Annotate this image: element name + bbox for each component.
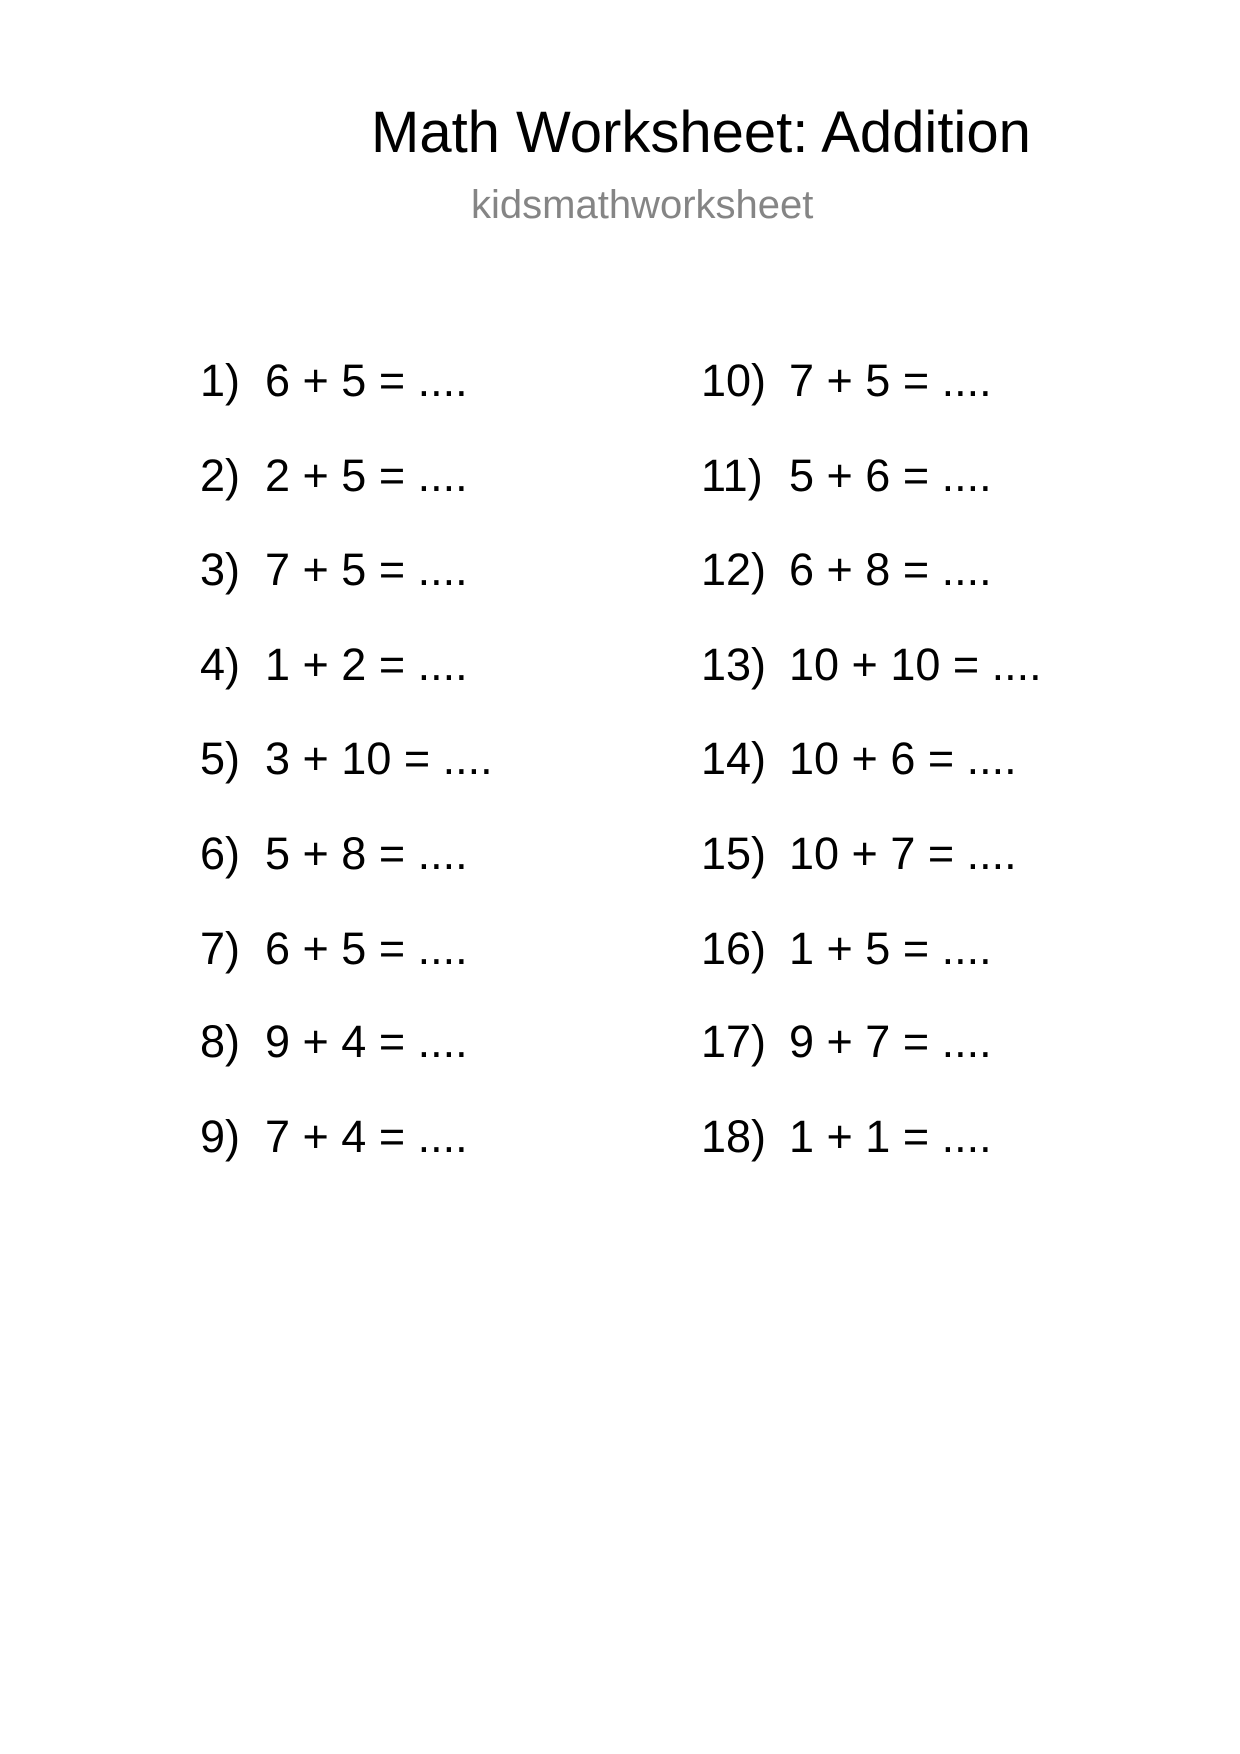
problem-expression: 6 + 5 = .... <box>265 923 468 974</box>
problem-number: 8) <box>200 1016 241 1067</box>
problem-number: 11) <box>701 450 763 501</box>
problem-number: 9) <box>200 1111 241 1162</box>
problem-number: 16) <box>701 923 767 974</box>
problem-number: 2) <box>200 450 241 501</box>
problem-number: 5) <box>200 733 241 784</box>
problem-expression: 1 + 1 = .... <box>789 1111 992 1162</box>
problem-number: 17) <box>701 1016 767 1067</box>
problem-expression: 5 + 6 = .... <box>789 450 992 501</box>
problem-expression: 9 + 7 = .... <box>789 1016 992 1067</box>
problem-expression: 5 + 8 = .... <box>265 828 468 879</box>
problem-number: 1) <box>200 355 241 406</box>
problem-expression: 1 + 5 = .... <box>789 923 992 974</box>
problem-number: 18) <box>701 1111 767 1162</box>
problem-expression: 6 + 5 = .... <box>265 355 468 406</box>
problem-expression: 10 + 7 = .... <box>789 828 1017 879</box>
problem-expression: 7 + 5 = .... <box>789 355 992 406</box>
problem-number: 7) <box>200 923 241 974</box>
problem-number: 4) <box>200 639 241 690</box>
problem-number: 12) <box>701 544 767 595</box>
problem-number: 3) <box>200 544 241 595</box>
problem-expression: 9 + 4 = .... <box>265 1016 468 1067</box>
problem-number: 10) <box>701 355 767 406</box>
problem-expression: 10 + 10 = .... <box>789 639 1042 690</box>
problem-expression: 2 + 5 = .... <box>265 450 468 501</box>
problem-number: 13) <box>701 639 767 690</box>
problem-expression: 1 + 2 = .... <box>265 639 468 690</box>
problem-expression: 6 + 8 = .... <box>789 544 992 595</box>
problem-expression: 7 + 5 = .... <box>265 544 468 595</box>
problem-number: 6) <box>200 828 241 879</box>
problem-expression: 10 + 6 = .... <box>789 733 1017 784</box>
problem-number: 15) <box>701 828 767 879</box>
worksheet-title: Math Worksheet: Addition <box>371 100 1031 165</box>
worksheet-source: kidsmathworksheet <box>471 183 814 227</box>
problem-expression: 7 + 4 = .... <box>265 1111 468 1162</box>
problem-expression: 3 + 10 = .... <box>265 733 493 784</box>
problem-number: 14) <box>701 733 767 784</box>
